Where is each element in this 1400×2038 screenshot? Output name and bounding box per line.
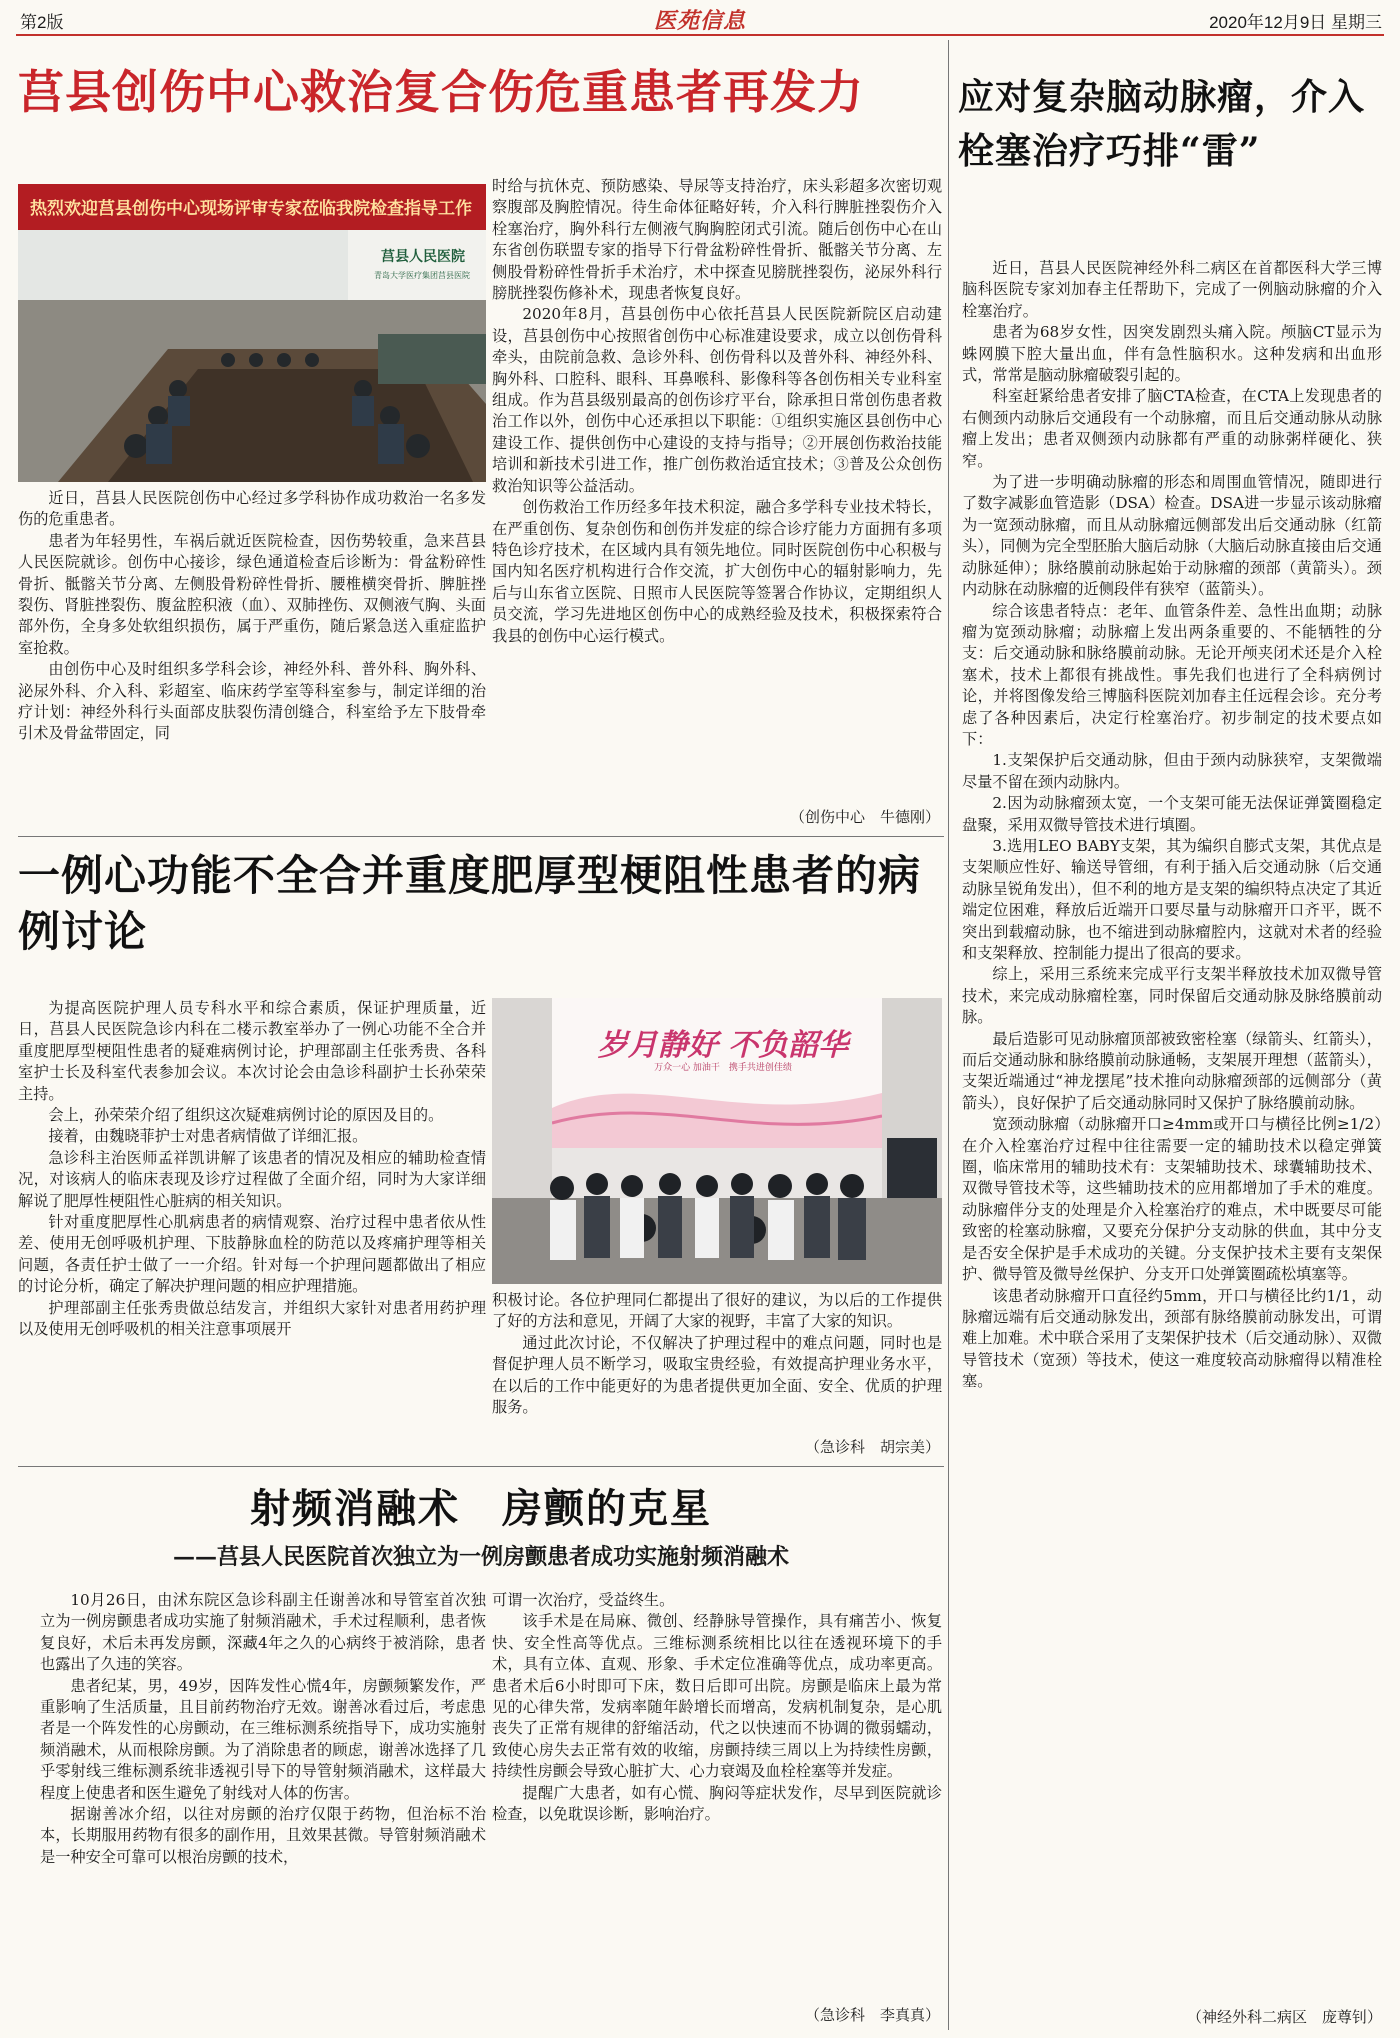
paragraph: 创伤救治工作历经多年技术积淀，融合多学科专业技术特长，在严重创伤、复杂创伤和创伤并发症的综合诊疗能力方面拥有多项特色诊疗技术，在区域内具有领先地位。同时医院创伤中心积极与国内知名医疗机构进行合作交流，扩大创伤中心的辐射影响力，先后与山东省立医院、日照市人民医院等签署合作协议，定期组织人员交流，学习先进地区创伤中心的成熟经验及技术，积极探索符合我县的创伤中心运行模式。: [492, 498, 942, 645]
paragraph: 提醒广大患者，如有心慌、胸闷等症状发作，尽早到医院就诊检查，以免耽误诊断，影响治疗。: [492, 1783, 942, 1824]
article4-title: 射频消融术 房颤的克星: [250, 1485, 712, 1532]
photo2-sub-text: 万众一心 加油干 携手共进创佳绩: [654, 1063, 792, 1073]
article3-signature: （急诊科 胡宗美）: [804, 1438, 940, 1456]
article3-column-1: [18, 998, 486, 1341]
paragraph: 会上，孙荣荣介绍了组织这次疑难病例讨论的原因及目的。: [48, 1106, 444, 1125]
paragraph: 急诊科主治医师孟祥凯讲解了该患者的情况及相应的辅助检查情况，对该病人的临床表现及诊疗过程做了全面介绍，同时为大家详细解说了肥厚性梗阻性心脏病的相关知识。: [18, 1148, 486, 1210]
section-rule: [18, 1466, 944, 1467]
paragraph: 时给与抗休克、预防感染、导尿等支持治疗，床头彩超多次密切观察腹部及胸腔情况。待生命体征略好转，介入科行脾脏挫裂伤介入栓塞治疗，胸外科行左侧液气胸胸腔闭式引流。随后创伤中心在山东省创伤联盟专家的指导下行骨盆粉碎性骨折、骶髂关节分离、左侧股骨粉碎性骨折手术治疗，术中探查见膀胱挫裂伤，泌尿外科行膀胱挫裂伤修补术，现患者恢复良好。: [492, 177, 942, 303]
paragraph: 10月26日，由沭东院区急诊科副主任谢善冰和导管室首次独立为一例房颤患者成功实施了射频消融术，手术过程顺利，患者恢复良好，术后未再发房颤，深藏4年之久的心病终于被消除，患者也露出了久违的笑容。: [40, 1591, 486, 1674]
paragraph: 2020年8月，莒县创伤中心依托莒县人民医院新院区启动建设，莒县创伤中心按照省创伤中心标准建设要求，成立以创伤骨科牵头，由院前急救、急诊外科、创伤骨科以及普外科、神经外科、胸外科、口腔科、眼科、耳鼻喉科、影像科等各创伤相关专业科室组成。作为莒县级别最高的创伤诊疗平台，除承担日常创伤患者救治工作以外，创伤中心还承担以下职能：①组织实施区县创伤中心建设工作、提供创伤中心建设的支持与指导；②开展创伤救治技能培训和新技术引进工作，推广创伤救治适宜技术；③普及公众创伤救治知识等公益活动。: [492, 305, 942, 495]
page-number: 第2版: [20, 13, 64, 32]
article2-body: [962, 258, 1382, 1393]
paragraph: 由创伤中心及时组织多学科会诊，神经外科、普外科、胸外科、泌尿外科、介入科、彩超室、临床药学室等科室参与，制定详细的治疗计划：神经外科行头面部皮肤裂伤清创缝合，科室给予左下肢骨牵引术及骨盆带固定，同: [18, 660, 486, 743]
article1-title: 莒县创伤中心救治复合伤危重患者再发力: [18, 65, 864, 119]
article4-subtitle: ——莒县人民医院首次独立为一例房颤患者成功实施射频消融术: [172, 1544, 789, 1570]
paragraph: 据谢善冰介绍，以往对房颤的治疗仅限于药物，但治标不治本，长期服用药物有很多的副作用，且效果甚微。导管射频消融术是一种安全可靠可以根治房颤的技术，: [40, 1805, 486, 1866]
article3-photo: [492, 998, 942, 1284]
article4-column-2: [492, 1590, 942, 1825]
paragraph: 综合该患者特点：老年、血管条件差、急性出血期；动脉瘤为宽颈动脉瘤；动脉瘤上发出两条重要的、不能牺牲的分支：后交通动脉和脉络膜前动脉。无论开颅夹闭术还是介入栓塞术，技术上都很有挑战性。事先我们也进行了全科病例讨论，并将图像发给三博脑科医院刘加春主任远程会诊。充分考虑了各种因素后，决定行栓塞治疗。初步制定的技术要点如下：: [962, 601, 1382, 748]
paragraph: 患者为68岁女性，因突发剧烈头痛入院。颅脑CT显示为蛛网膜下腔大量出血，伴有急性脑积水。这种发病和出血形式，常常是脑动脉瘤破裂引起的。: [962, 323, 1382, 385]
column-divider: [948, 40, 949, 2030]
paragraph: 护理部副主任张秀贵做总结发言，并组织大家针对患者用药护理以及使用无创呼吸机的相关注意事项展开: [18, 1298, 486, 1339]
paragraph: 最后造影可见动脉瘤顶部被致密栓塞（绿箭头、红箭头），而后交通动脉和脉络膜前动脉通畅，支架展开理想（蓝箭头），支架近端通过“神龙摆尾”技术推向动脉瘤颈部的远侧部分（黄箭头），良好保护了后交通动脉同时又保护了脉络膜前动脉。: [962, 1029, 1382, 1112]
paragraph: 该手术是在局麻、微创、经静脉导管操作，具有痛苦小、恢复快、安全性高等优点。三维标测系统相比以往在透视环境下的手术，具有立体、直观、形象、手术定位准确等优点，成功率更高。患者术后6小时即可下床，数日后即可出院。房颤是临床上最为常见的心律失常，发病率随年龄增长而增高，发病机制复杂，是心肌丧失了正常有规律的舒缩活动，代之以快速而不协调的微弱蠕动，致使心房失去正常有效的收缩，房颤持续三周以上为持续性房颤，持续性房颤会导致心脏扩大、心力衰竭及血栓栓塞等并发症。: [492, 1612, 942, 1781]
article1-signature: （创伤中心 牛德刚）: [789, 808, 940, 826]
paragraph: 该患者动脉瘤开口直径约5mm，开口与横径比约1/1，动脉瘤远端有后交通动脉发出，颈部有脉络膜前动脉发出，可谓难上加难。术中联合采用了支架保护技术（后交通动脉）、双微导管技术（宽颈）等技术，使这一难度较高动脉瘤得以精准栓塞。: [962, 1286, 1382, 1391]
paragraph: 接着，由魏晓菲护士对患者病情做了详细汇报。: [48, 1127, 368, 1146]
paragraph: 通过此次讨论，不仅解决了护理过程中的难点问题，同时也是督促护理人员不断学习，吸取宝贵经验，有效提高护理业务水平，在以后的工作中能更好的为患者提供更加全面、安全、优质的护理服务。: [492, 1333, 942, 1417]
photo-sign-text: 莒县人民医院: [381, 249, 465, 265]
paragraph: 3.选用LEO BABY支架，其为编织自膨式支架，其优点是支架顺应性好、输送导管细，有利于插入后交通动脉（后交通动脉呈锐角发出），但不利的地方是支架的编织特点决定了其近端定位困难，释放后近端开口要尽量与动脉瘤开口齐平，既不突出到载瘤动脉，也不缩进到动脉瘤腔内，这就对术者的经验和支架释放、控制能力提出了很高的要求。: [962, 836, 1382, 962]
paragraph: 为提高医院护理人员专科水平和综合素质，保证护理质量，近日，莒县人民医院急诊内科在二楼示教室举办了一例心功能不全合并重度肥厚型梗阻性患者的疑难病例讨论，护理部副主任张秀贵、各科室护士长及科室代表参加会议。本次讨论会由急诊科副护士长孙荣荣主持。: [18, 999, 486, 1103]
article4-signature: （急诊科 李真真）: [804, 2006, 940, 2024]
paragraph: 积极讨论。各位护理同仁都提出了很好的建议，为以后的工作提供了好的方法和意见，开阔了大家的视野，丰富了大家的知识。: [492, 1291, 942, 1331]
article1-column-2: [492, 176, 942, 647]
paragraph: 为了进一步明确动脉瘤的形态和周围血管情况，随即进行了数字减影血管造影（DSA）检查。DSA进一步显示该动脉瘤为一宽颈动脉瘤，而且从动脉瘤远侧部发出后交通动脉（红箭头），同侧为完全型胚胎大脑后动脉（大脑后动脉直接由后交通动脉延伸）；脉络膜前动脉起始于动脉瘤的颈部（黄箭头）。颈内动脉在动脉瘤的近侧段伴有狭窄（蓝箭头）。: [962, 473, 1382, 599]
paragraph: 宽颈动脉瘤（动脉瘤开口≥4mm或开口与横径比例≥1/2）在介入栓塞治疗过程中往往需要一定的辅助技术以稳定弹簧圈，临床常用的辅助技术有：支架辅助技术、球囊辅助技术、双微导管技术等，这些辅助技术的应用都增加了手术的难度。动脉瘤伴分支的处理是介入栓塞治疗的难点，术中既要尽可能致密的栓塞动脉瘤，又要充分保护分支动脉的供血，其中分支是否安全保护是手术成功的关键。分支保护技术主要有支架保护、微导管及微导丝保护、分支开口处弹簧圈疏松填塞等。: [962, 1115, 1382, 1284]
paragraph: 患者为年轻男性，车祸后就近医院检查，因伤势较重，急来莒县人民医院就诊。创伤中心接诊，绿色通道检查后诊断为：骨盆粉碎性骨折、骶髂关节分离、左侧股骨粉碎性骨折、腰椎横突骨折、脾脏挫裂伤、肾脏挫裂伤、腹盆腔积液（血）、双肺挫伤、双侧液气胸、头面部外伤，全身多处软组织损伤，属于严重伤，随后紧急送入重症监护室抢救。: [18, 531, 486, 657]
photo2-banner-text: 岁月静好 不负韶华: [597, 1028, 849, 1063]
section-rule: [18, 836, 944, 837]
header-rule: [16, 34, 1384, 36]
paragraph: 针对重度肥厚性心肌病患者的病情观察、治疗过程中患者依从性差、使用无创呼吸机护理、下肢静脉血栓的防范以及疼痛护理等相关问题，各责任护士做了一一介绍。针对每一个护理问题都做出了相应的讨论分析，确定了解决护理问题的相应护理措施。: [18, 1213, 486, 1296]
paragraph: 近日，莒县人民医院神经外科二病区在首都医科大学三博脑科医院专家刘加春主任帮助下，完成了一例脑动脉瘤的介入栓塞治疗。: [962, 259, 1382, 320]
article2-signature: （神经外科二病区 庞尊钊）: [1186, 2008, 1382, 2026]
paragraph: 患者纪某，男，49岁，因阵发性心慌4年，房颤频繁发作，严重影响了生活质量，且目前药物治疗无效。谢善冰看过后，考虑患者是一个阵发性的心房颤动，在三维标测系统指导下，成功实施射频消融术，从而根除房颤。为了消除患者的顾虑，谢善冰选择了几乎零射线三维标测系统非透视引导下的导管射频消融术，这样最大程度上使患者和医生避免了射线对人体的伤害。: [40, 1676, 486, 1802]
article3-title: 一例心功能不全合并重度肥厚型梗阻性患者的病例讨论: [18, 851, 922, 956]
article4-column-1: [40, 1590, 486, 1868]
article3-column-2: [492, 1290, 942, 1418]
article2-title: 应对复杂脑动脉瘤，介入栓塞治疗巧排“雷”: [958, 76, 1366, 172]
photo-sign-subtext: 青岛大学医疗集团莒县医院: [374, 271, 470, 280]
paragraph: 近日，莒县人民医院创伤中心经过多学科协作成功救治一名多发伤的危重患者。: [18, 489, 486, 529]
article1-photo: [18, 184, 486, 482]
paper-name: 医苑信息: [653, 8, 746, 34]
article1-column-1: [18, 488, 486, 745]
paragraph: 1.支架保护后交通动脉，但由于颈内动脉狭窄，支架微端尽量不留在颈内动脉内。: [962, 751, 1382, 791]
meeting-photo-illustration: [18, 184, 486, 482]
issue-date: 2020年12月9日 星期三: [1209, 13, 1382, 32]
paragraph: 2.因为动脉瘤颈太宽，一个支架可能无法保证弹簧圈稳定盘聚，采用双微导管技术进行填圈。: [962, 794, 1382, 834]
paragraph: 可谓一次治疗，受益终生。: [492, 1591, 675, 1609]
paragraph: 科室赶紧给患者安排了脑CTA检查，在CTA上发现患者的右侧颈内动脉后交通段有一个动脉瘤，而且后交通动脉从动脉瘤上发出；患者双侧颈内动脉都有严重的动脉粥样硬化、狭窄。: [962, 387, 1382, 470]
paragraph: 综上，采用三系统来完成平行支架半释放技术加双微导管技术，来完成动脉瘤栓塞，同时保留后交通动脉及脉络膜前动脉。: [962, 965, 1382, 1027]
photo-banner-text: 热烈欢迎莒县创伤中心现场评审专家莅临我院检查指导工作: [30, 199, 472, 219]
